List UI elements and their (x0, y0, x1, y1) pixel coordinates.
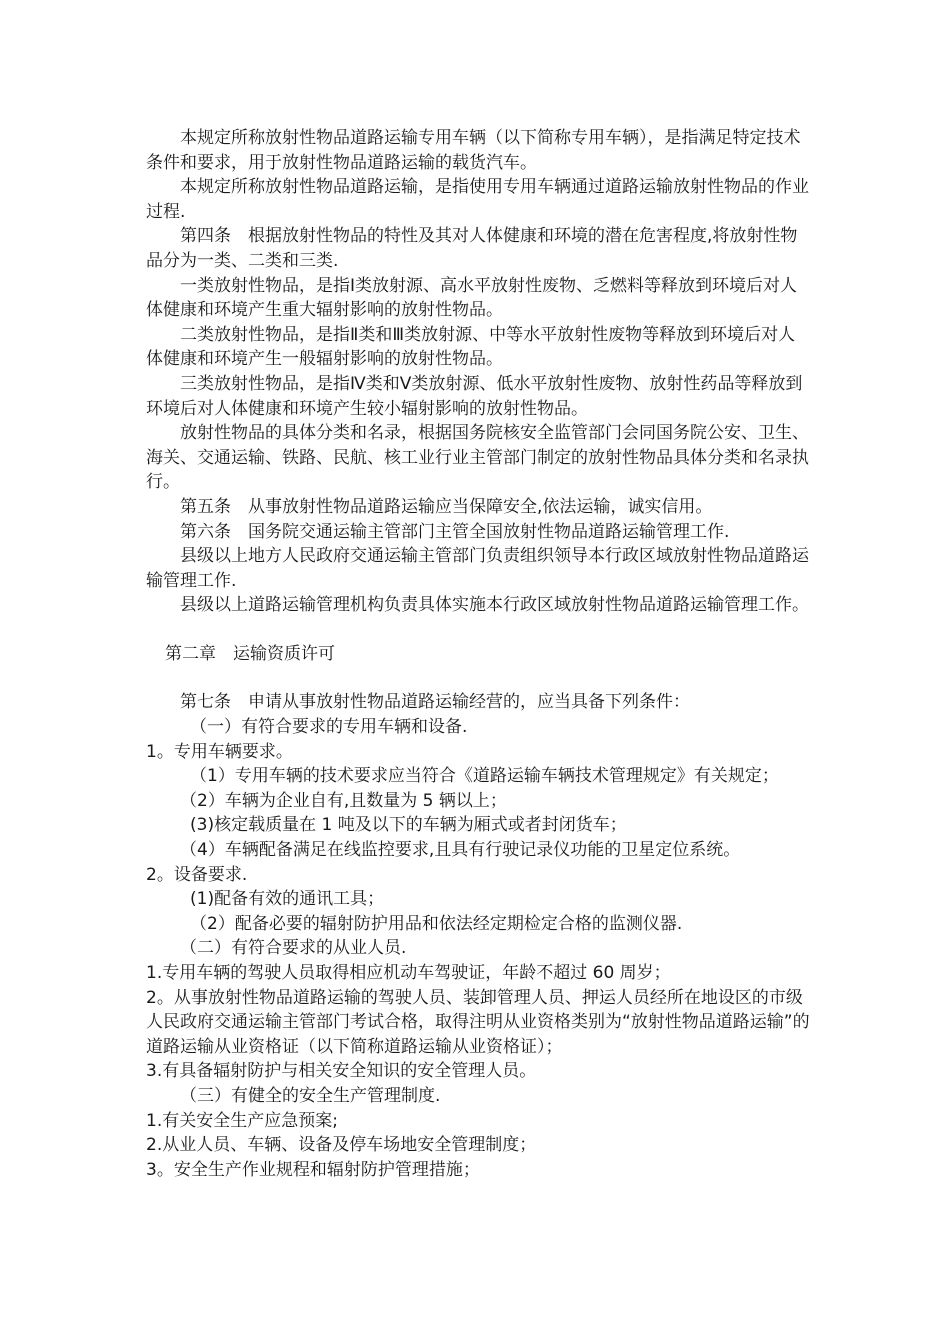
list-item: (3)核定载质量在 1 吨及以下的车辆为厢式或者封闭货车； (190, 815, 627, 836)
paragraph: 二类放射性物品，是指Ⅱ类和Ⅲ类放射源、中等水平放射性废物等释放到环境后对人体健康和环境产生一般辐射影响的放射性物品。 (146, 324, 796, 370)
list-item: 2。从事放射性物品道路运输的驾驶人员、装卸管理人员、押运人员经所在地设区的市级人民政府交通运输主管部门考试合格，取得注明从业资格类别为“放射性物品道路运输”的道路运输从业资格证（以下简称道路运输从业资格证）； (146, 987, 810, 1057)
paragraph: 县级以上道路运输管理机构负责具体实施本行政区域放射性物品道路运输管理工作。 (180, 595, 809, 616)
condition-3: （三）有健全的安全生产管理制度. (180, 1085, 441, 1106)
list-item: （2）配备必要的辐射防护用品和依法经定期检定合格的监测仪器. (190, 913, 683, 934)
paragraph: 县级以上地方人民政府交通运输主管部门负责组织领导本行政区域放射性物品道路运输管理工作. (146, 546, 809, 591)
article-7: 第七条 申请从事放射性物品道路运输经营的，应当具备下列条件： (180, 692, 690, 713)
article-4: 第四条 根据放射性物品的特性及其对人体健康和环境的潜在危害程度,将放射性物品分为一类、二类和三类. (146, 226, 798, 271)
paragraph: 本规定所称放射性物品道路运输专用车辆（以下简称专用车辆），是指满足特定技术条件和要求，用于放射性物品道路运输的载货汽车。 (146, 128, 801, 173)
condition-2: （二）有符合要求的从业人员. (180, 938, 407, 959)
document-body (0, 126, 950, 1182)
spacer (0, 618, 950, 642)
list-item: 3。安全生产作业规程和辐射防护管理措施； (146, 1159, 480, 1180)
paragraph: 本规定所称放射性物品道路运输，是指使用专用车辆通过道路运输放射性物品的作业过程. (146, 177, 809, 222)
list-item: （2）车辆为企业自有,且数量为 5 辆以上； (180, 790, 507, 811)
list-item: 2。设备要求. (146, 864, 248, 885)
spacer (0, 666, 950, 690)
condition-1: （一）有符合要求的专用车辆和设备. (190, 717, 468, 738)
chapter-heading: 第二章 运输资质许可 (165, 643, 335, 664)
list-item: 1.专用车辆的驾驶人员取得相应机动车驾驶证，年龄不超过 60 周岁； (146, 963, 671, 983)
list-item: 1.有关安全生产应急预案; (146, 1110, 338, 1131)
list-item: 1。专用车辆要求。 (146, 741, 293, 762)
paragraph: 一类放射性物品，是指Ⅰ类放射源、高水平放射性废物、乏燃料等释放到环境后对人体健康和环境产生重大辐射影响的放射性物品。 (146, 275, 798, 321)
list-item: 2.从业人员、车辆、设备及停车场地安全管理制度； (146, 1135, 537, 1156)
list-item: （4）车辆配备满足在线监控要求,且具有行驶记录仪功能的卫星定位系统。 (180, 840, 741, 861)
list-item: 3.有具备辐射防护与相关安全知识的安全管理人员。 (146, 1061, 537, 1082)
list-item: （1）专用车辆的技术要求应当符合《道路运输车辆技术管理规定》有关规定； (190, 766, 779, 787)
paragraph: 三类放射性物品，是指Ⅳ类和Ⅴ类放射源、低水平放射性废物、放射性药品等释放到环境后对人体健康和环境产生较小辐射影响的放射性物品。 (146, 373, 803, 419)
article-6: 第六条 国务院交通运输主管部门主管全国放射性物品道路运输管理工作. (180, 521, 730, 542)
article-5: 第五条 从事放射性物品道路运输应当保障安全,依法运输，诚实信用。 (180, 496, 713, 517)
paragraph: 放射性物品的具体分类和名录，根据国务院核安全监管部门会同国务院公安、卫生、海关、交通运输、铁路、民航、核工业行业主管部门制定的放射性物品具体分类和名录执行。 (146, 423, 809, 493)
list-item: (1)配备有效的通讯工具； (190, 889, 385, 910)
